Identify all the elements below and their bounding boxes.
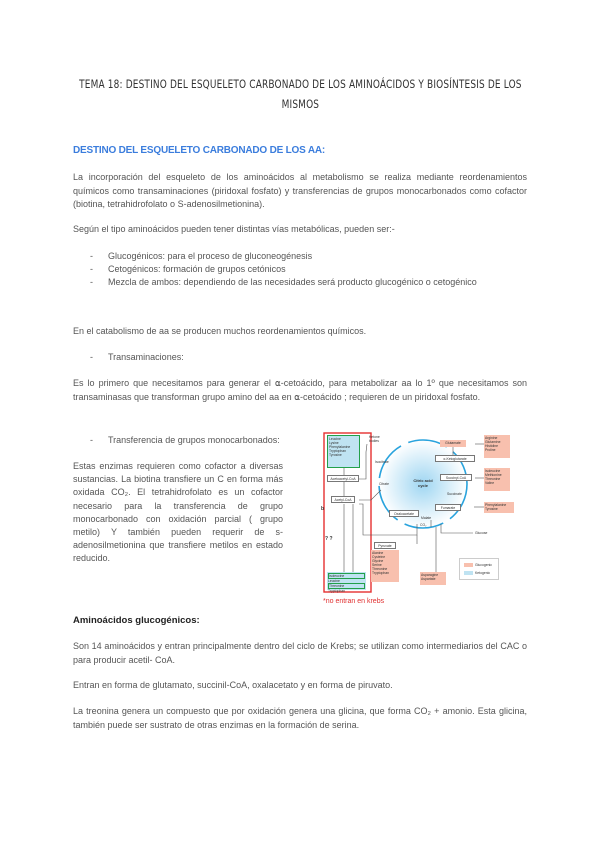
paragraph-treonina: La treonina genera un compuesto que por oxidación genera una glicina, que forma CO₂ + amonio. Esta glicina, también puede ser sustrato de otras enzimas en la formación de serina. [73,706,527,730]
paragraph-segun-tipo: Según el tipo aminoácidos pueden tener distintas vías metabólicas, pueden ser:- [73,224,395,234]
list-item: - Transferencia de grupos monocarbonados: [90,434,280,447]
aa-label: Isoleucine [328,573,365,579]
diagram-caption: *no entran en krebs [323,598,385,605]
transaminaciones-bullet [90,351,184,364]
aa-label: Tryptophan [328,589,346,593]
citrate-label: Citrate [379,482,389,486]
aa-label: Lysine [329,441,339,445]
aa-label: Cysteine [372,555,386,559]
aa-label: Glycine [372,559,384,563]
list-item: - Glucogénicos: para el proceso de gluconeogénesis [90,250,477,263]
section-heading-glucogenicos: Aminoácidos glucogénicos: [73,615,200,626]
page-title-text: TEMA 18: DESTINO DEL ESQUELETO CARBONADO DE LOS AMINOÁCIDOS Y BIOSÍNTESIS DE LOS MISMOS [79,77,522,111]
oxaloacetate-box: Oxaloacetate [389,510,419,517]
ketone-bodies-label: Ketone bodies [369,435,380,443]
page-title [79,74,522,114]
citric-acid-cycle-label: Citric acid cycle [413,478,433,488]
aa-label: Asparagine [421,573,439,577]
acetoacetyl-coa-box: Acetoacetyl-CoA [327,475,359,482]
section-heading-destino: DESTINO DEL ESQUELETO CARBONADO DE LOS AA: [73,145,325,156]
list-item: - Transaminaciones: [90,351,184,364]
pyruvate-aa-box [371,550,399,582]
succinate-label: Succinate [447,492,462,496]
aa-label: Threonine [372,567,388,571]
diagram-legend [459,558,499,580]
aa-label: Alanine [372,551,384,555]
fumarate-aa-box [484,502,514,513]
aa-label: Leucine [329,437,341,441]
glucogenic-swatch [464,563,473,567]
glucose-label: Glucose [475,531,488,535]
paragraph-catabolismo: En el catabolismo de aa se producen muchos reordenamientos químicos. [73,326,367,336]
list-item: - Mezcla de ambos: dependiendo de las necesidades será producto glucogénico o cetogénico [90,276,477,289]
aa-label: Serine [372,563,382,567]
aa-label: Methionine [485,473,502,477]
amino-acid-fate-diagram [323,432,537,594]
aa-label: Tyrosine [485,507,498,511]
aa-label: Aspartate [421,577,436,581]
acetyl-coa-box: Acetyl-CoA [331,496,355,503]
legend-ketogenic: Ketogenic [475,571,491,575]
paragraph-transaminaciones: Es lo primero que necesitamos para generar el ⍺-cetoácido, para metabolizar aa lo 1º que necesitamos son transaminasas que transforman grupo amino del aa en ⍺-cetoácido ; requieren de un piridoxal fosfato. [73,378,527,402]
aa-types-list [90,250,477,289]
aa-label: Histidine [485,444,499,448]
succinyl-aa-box [484,468,510,491]
paragraph-incorporacion: La incorporación del esqueleto de los aminoácidos al metabolismo se realiza mediante reordenamientos químicos como transaminaciones (piridoxal fosfato) y transferencias de grupos monocarbonados como cofactor (biotina, tetrahidrofolato o S-adenosilmetionina). [73,172,527,209]
aa-label: Threonine [485,477,501,481]
aa-label: Phenylalanine [485,503,507,507]
aa-label: Threonine [328,583,365,589]
list-item: - Cetogénicos: formación de grupos cetónicos [90,263,477,276]
aa-label: Tyrosine [329,453,342,457]
fumarate-box: Fumarate [435,504,461,511]
oxaloacetate-aa-box [420,572,446,585]
ketogenic-aa-box-bottom [327,572,366,593]
aa-label: Tryptophan [329,449,347,453]
aa-label: Valine [485,481,495,485]
aa-label: Glutamine [485,440,501,444]
paragraph-entran: Entran en forma de glutamato, succinil-CoA, oxalacetato y en forma de piruvato. [73,680,393,690]
paragraph-transferencia: Estas enzimas requieren como cofactor a diversas sustancias. La biotina transfiere un C en forma más oxidada CO₂. El tetrahidrofolato es un cofactor necesario para la transferencia de grupo monocarbonado con oxidación parcial ( grupo metilo) Y también pueden requerir de s-adenosilmetionina que transfiere metilos en estado reducido. [73,461,283,564]
legend-glucogenic: Glucogenic [475,563,492,567]
isocitrate-label: Isocitrate [375,460,389,464]
aa-label: Isoleucine [485,469,501,473]
alpha-ketoglutarate-box: α-Ketoglutarate [435,455,475,462]
transferencia-bullet [90,434,280,447]
malate-label: Malate [421,516,432,520]
aa-label: Leucine [328,579,340,583]
glutamate-box: Glutamate [440,440,466,447]
aa-label: Proline [485,448,496,452]
ketogenic-swatch [464,571,473,575]
aa-label: Phenylalanine [329,445,351,449]
co2-label: CO₂ [420,523,427,527]
succinyl-coa-box: Succinyl-CoA [440,474,472,481]
mark-b: b [321,506,325,512]
aa-label: Tryptophan [372,571,390,575]
pyruvate-box: Pyruvate [374,542,396,549]
ketogenic-aa-box-top [327,435,360,468]
paragraph-son-14: Son 14 aminoácidos y entran principalmente dentro del ciclo de Krebs; se utilizan como intermediarios del CAC o para producir acetil- CoA. [73,641,527,665]
mark-question: ? ? [325,536,333,542]
aa-label: Arginine [485,436,498,440]
glutamate-aa-box [484,435,510,458]
